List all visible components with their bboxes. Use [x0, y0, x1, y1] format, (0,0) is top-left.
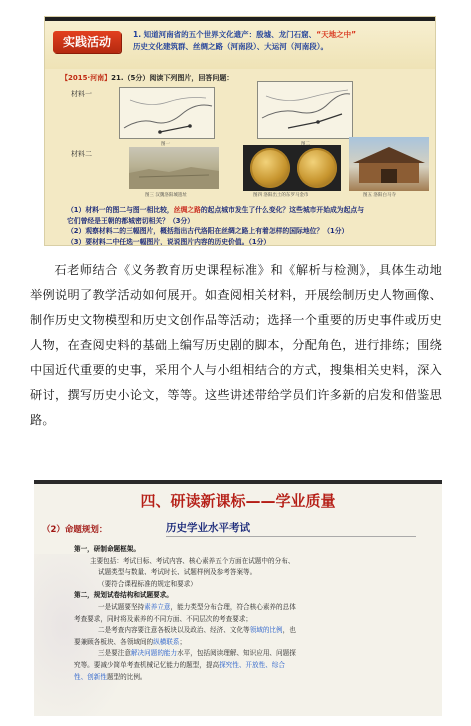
question-1: （1）材料一的图二与图一相比较，丝绸之路的起点城市发生了什么变化？这些城市开始成为起点与: [67, 206, 364, 214]
point-2-line-2: 考查要求，同时将及素养的不同方面、不同层次的考查要求；: [74, 614, 253, 623]
point-1-heading: 第一，研制命题框架。: [74, 545, 140, 553]
figure5-caption: 图五 洛阳白马寺: [363, 193, 396, 198]
activity-slide: [44, 16, 436, 246]
figure3-caption: 图三 汉魏洛阳城遗址: [145, 193, 187, 198]
report-paragraph: 石老师结合《义务教育历史课程标准》和《解析与检测》，具体生动地举例说明了教学活动如何展开。如查阅相关材料，开展绘制历史人物画像、制作历史文物模型和历史文创作品等活动；选择一个重要的历史事件或历史人物，在查阅史料的基础上编写历史剧的脚本，分配角色，进行排练；围绕中国近代重要的史事，采用个人与小组相结合的方式，搜集相关史料，深入研讨，撰写历史小论文，等等。这些讲述带给学员们许多新的启发和借鉴思路。: [30, 263, 442, 427]
point-1-line-2: 试题类型与数量、考试时长、试题样例及参考答案等。: [98, 568, 257, 577]
point-1-line-1: 主要包括：考试目标、考试内容、核心素养五个方面在试题中的分布、: [90, 556, 295, 565]
point-1-note: （要符合课程标准的规定和要求）: [98, 579, 197, 588]
material1-label: 材料一: [71, 90, 92, 98]
question-source: 【2015·河南】21.（5分）阅读下列图片，回答问题：: [61, 74, 234, 82]
figure1-caption: 图一: [161, 142, 170, 147]
slide-headline: [45, 21, 435, 69]
temple-photo: [349, 137, 429, 191]
section-label: （2）命题规划：: [42, 525, 108, 535]
gold-coin-back: [297, 148, 337, 188]
map-figure-2: [257, 81, 353, 139]
temple-drawing: [349, 137, 429, 191]
question-1-cont: 它们曾经是王朝的都城密切相关？（3分）: [67, 216, 195, 225]
map1-drawing: [120, 88, 216, 140]
point-2-heading: 第二，规划试卷结构和试题要求。: [74, 591, 173, 600]
heading-divider: [166, 536, 416, 537]
question-2: （2）观察材料二的三幅图片，概括指出古代洛阳在丝绸之路上有着怎样的国际地位？（1分）: [67, 227, 349, 235]
ruins-drawing: [129, 147, 219, 189]
point-2-line-6: 究等。要减少简单考查机械记忆能力的题型，提高探究性、开放性、综合: [74, 660, 285, 669]
point-2-line-4: 要兼顾各板块、各领域间的纵横联系；: [74, 637, 187, 646]
map2-drawing: [258, 82, 354, 140]
point-2-line-1: 一是试题要坚持素养立意，能力类型分布合理，符合核心素养的总体: [98, 602, 296, 611]
question-3: （3）要材料二中任选一幅图片，说说图片内容的历史价值。（1分）: [67, 237, 271, 246]
slide2-title: 四、研读新课标——学业质量: [140, 492, 336, 510]
ruins-photo: [129, 147, 219, 189]
task-text: 1. 知道河南省的五个世界文化遗产：殷墟、龙门石窟、“天地之中” 历史文化建筑群、丝绸之路（河南段）、大运河（河南段）。: [133, 30, 357, 51]
question-list: [67, 205, 429, 246]
point-2-line-7: 性、创新性题型的比例。: [74, 672, 147, 681]
gold-coin-front: [250, 148, 290, 188]
point-2-line-5: 三是要注意解决问题的能力水平，包括阅读理解、知识应用、问题探: [98, 649, 296, 658]
figure4-caption: 图四 洛阳出土的东罗马金币: [253, 193, 309, 198]
curriculum-slide: [34, 480, 442, 716]
material2-label: 材料二: [71, 150, 92, 158]
map-figure-1: [119, 87, 215, 139]
point-2-line-3: 二是考查内容要注意各板块以及政治、经济、文化等领域的比例，也: [98, 626, 296, 635]
activity-badge: 实践活动: [53, 31, 121, 53]
section-heading: 历史学业水平考试: [166, 522, 250, 534]
slide2-body: [74, 544, 426, 683]
